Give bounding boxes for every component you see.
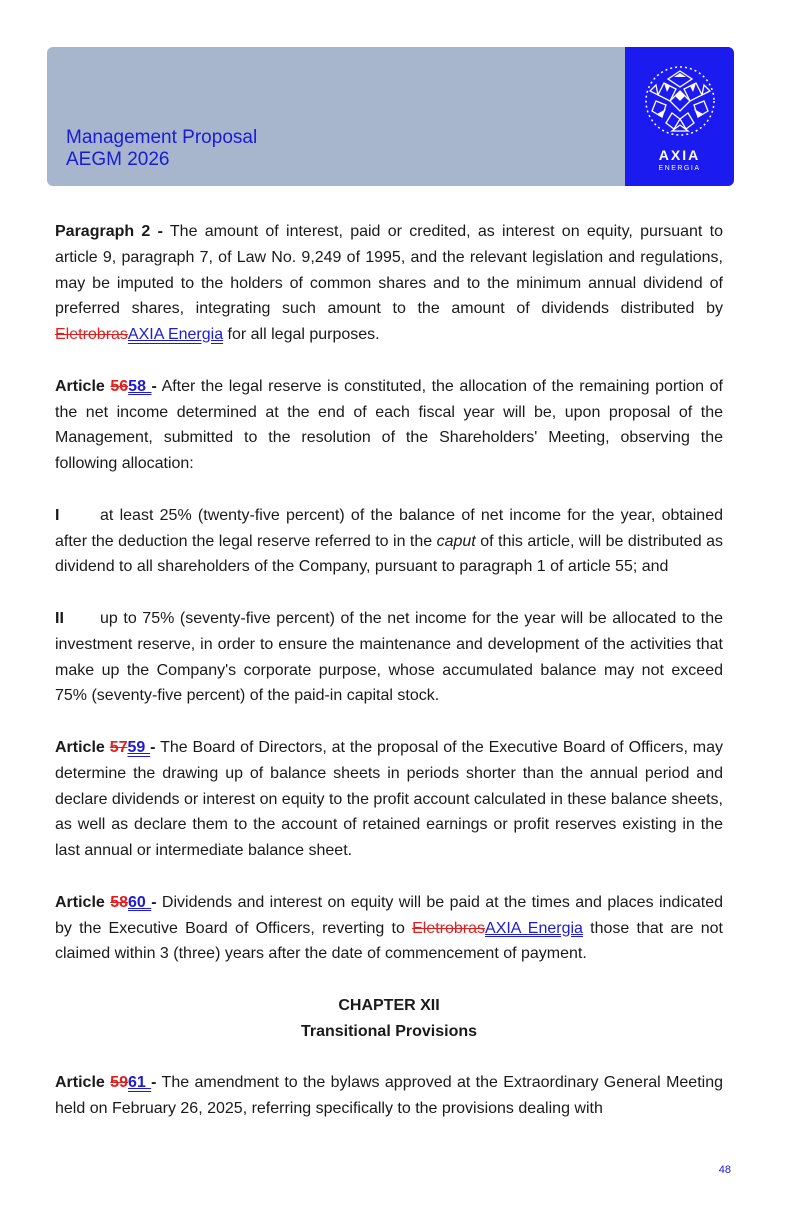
title-line-1: Management Proposal — [66, 127, 258, 148]
article-60-text: Dividends and interest on equity will be paid at the times and places indicated by the Executive Board of Officers, reverting to — [55, 893, 724, 937]
article-61-text: The amendment to the bylaws approved at the Extraordinary General Meeting held on February 26, 2025, referring specifically to the provisions dealing with — [55, 1074, 724, 1118]
article-58 — [55, 374, 723, 477]
header-banner — [47, 47, 625, 186]
article-dash: - — [150, 738, 156, 756]
item-i-text-a: at least 25% (twenty-five percent) of the balance of net income for the year, obtained after the deduction the legal reserve referred to in the — [55, 506, 723, 550]
old-article-number: 57 — [109, 738, 128, 756]
inserted-text: AXIA Energia — [127, 326, 224, 344]
chapter-heading — [55, 993, 723, 1045]
item-i — [55, 503, 723, 580]
logo-wordmark: AXIA — [658, 147, 701, 163]
article-label: Article — [55, 738, 110, 756]
article-59 — [55, 735, 723, 864]
document-body — [55, 219, 723, 1148]
item-i-italic: caput — [436, 532, 476, 550]
inserted-text: AXIA Energia — [485, 919, 583, 937]
old-article-number: 58 — [110, 893, 128, 911]
globe-logo-icon — [644, 65, 716, 137]
article-61 — [55, 1070, 723, 1122]
roman-numeral: II — [55, 609, 64, 627]
article-dash: - — [151, 893, 157, 911]
chapter-subtitle: Transitional Provisions — [300, 1022, 478, 1040]
article-dash: - — [151, 377, 157, 395]
title-line-2: AEGM 2026 — [66, 149, 170, 170]
article-60 — [55, 890, 723, 967]
chapter-title: CHAPTER XII — [338, 996, 440, 1014]
document-title — [66, 127, 257, 171]
new-article-number: 58 — [128, 377, 152, 395]
item-ii — [55, 606, 723, 709]
item-i-text-b: of this article, will be distributed as dividend to all shareholders of the Company, pursuant to paragraph 1 of article 55; and — [55, 532, 724, 576]
new-article-number: 61 — [127, 1074, 152, 1092]
paragraph-2-text: The amount of interest, paid or credited, as interest on equity, pursuant to article 9, paragraph 7, of Law No. 9,249 of 1995, and the relevant legislation and regulations, may be imputed to the holders of common shares and to the minimum annual dividend of preferred shares, integrating such amount to the amount of dividends distributed by — [55, 223, 723, 318]
article-59-text: The Board of Directors, at the proposal of the Executive Board of Officers, may determine the drawing up of balance sheets in periods shorter than the annual period and declare dividends or interest on equity to the profit account calculated in these balance sheets, as well as declare them to the account of retained earnings or profit reserves existing in the last annual or intermediate balance sheet. — [55, 738, 724, 860]
old-article-number: 56 — [110, 377, 129, 395]
article-label: Article — [55, 377, 111, 395]
article-60-tail: those that are not claimed within 3 (three) years after the date of commencement of payment. — [55, 919, 723, 963]
item-ii-text: up to 75% (seventy-five percent) of the net income for the year will be allocated to the investment reserve, in order to ensure the maintenance and development of the activities that make up the Company's corporate purpose, whose accumulated balance may not exceed 75% (seventy-five percent) of the paid-in capital stock. — [55, 609, 723, 705]
article-dash: - — [151, 1074, 157, 1092]
new-article-number: 59 — [127, 738, 151, 756]
new-article-number: 60 — [128, 893, 152, 911]
paragraph-2-label: Paragraph 2 - — [55, 223, 163, 240]
deleted-text: Eletrobras — [55, 326, 128, 344]
paragraph-2-tail: for all legal purposes. — [223, 326, 380, 344]
article-label: Article — [55, 1074, 111, 1092]
old-article-number: 59 — [110, 1074, 128, 1092]
deleted-text: Eletrobras — [412, 919, 486, 937]
logo-subtitle: ENERGIA — [658, 165, 701, 172]
article-58-text: After the legal reserve is constituted, the allocation of the remaining portion of the net income determined at the end of each fiscal year will be, upon proposal of the Management, submitted to the resolution of the Shareholders' Meeting, observing the following allocation: — [55, 377, 723, 473]
article-label: Article — [55, 893, 111, 911]
roman-numeral: I — [55, 506, 60, 524]
axia-logo — [625, 47, 734, 186]
paragraph-2 — [55, 219, 723, 348]
page-number: 48 — [718, 1164, 731, 1176]
